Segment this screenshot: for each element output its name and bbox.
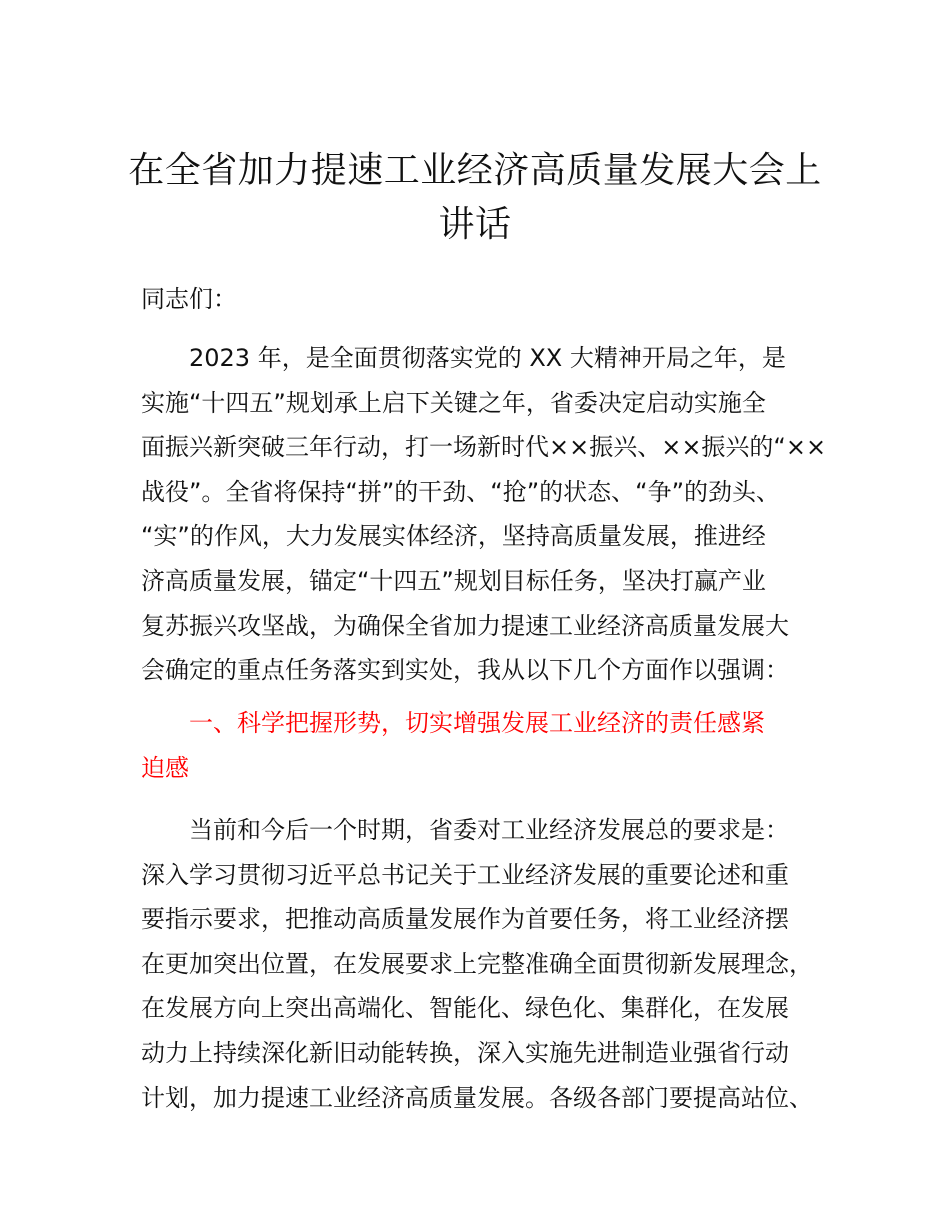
paragraph-intro (141, 336, 841, 693)
paragraph-line: 在更加突出位置，在发展要求上完整准确全面贯彻新发展理念， (141, 949, 813, 978)
salutation (141, 277, 841, 322)
paragraph-line: 在发展方向上突出高端化、智能化、绿色化、集群化，在发展 (141, 994, 789, 1023)
paragraph-line: 计划，加力提速工业经济高质量发展。各级各部门要提高站位、 (141, 1083, 813, 1112)
paragraph-line: 深入学习贯彻习近平总书记关于工业经济发展的重要论述和重 (141, 860, 789, 889)
page-title (120, 144, 830, 252)
paragraph-line: 2023 年，是全面贯彻落实党的 XX 大精神开局之年，是 (189, 344, 786, 372)
paragraph-line: 战役”。全省将保持“拼”的干劲、“抢”的状态、“争”的劲头、 (141, 477, 781, 506)
title-line: 在全省加力提速工业经济高质量发展大会上 (128, 150, 822, 191)
section-heading-1 (141, 701, 841, 790)
paragraph-line: 动力上持续深化新旧动能转换，深入实施先进制造业强省行动 (141, 1038, 789, 1067)
heading-line: 一、科学把握形势，切实增强发展工业经济的责任感紧 (189, 709, 765, 737)
paragraph-line: 要指示要求，把推动高质量发展作为首要任务，将工业经济摆 (141, 905, 789, 934)
paragraph-line: 实施“十四五”规划承上启下关键之年，省委决定启动实施全 (141, 388, 766, 417)
paragraph-line: 面振兴新突破三年行动，打一场新时代××振兴、××振兴的“×× (141, 433, 827, 462)
heading-line: 迫感 (141, 753, 189, 782)
paragraph-line: 复苏振兴攻坚战，为确保全省加力提速工业经济高质量发展大 (141, 611, 789, 640)
paragraph-line: 济高质量发展，锚定“十四五”规划目标任务，坚决打赢产业 (141, 566, 766, 595)
title-line: 讲话 (438, 204, 512, 245)
salutation-text: 同志们： (141, 285, 237, 313)
paragraph-section-1 (141, 808, 841, 1120)
paragraph-line: 会确定的重点任务落实到实处，我从以下几个方面作以强调： (141, 656, 789, 685)
paragraph-line: 当前和今后一个时期，省委对工业经济发展总的要求是： (189, 816, 789, 844)
paragraph-line: “实”的作风，大力发展实体经济，坚持高质量发展，推进经 (141, 522, 766, 551)
